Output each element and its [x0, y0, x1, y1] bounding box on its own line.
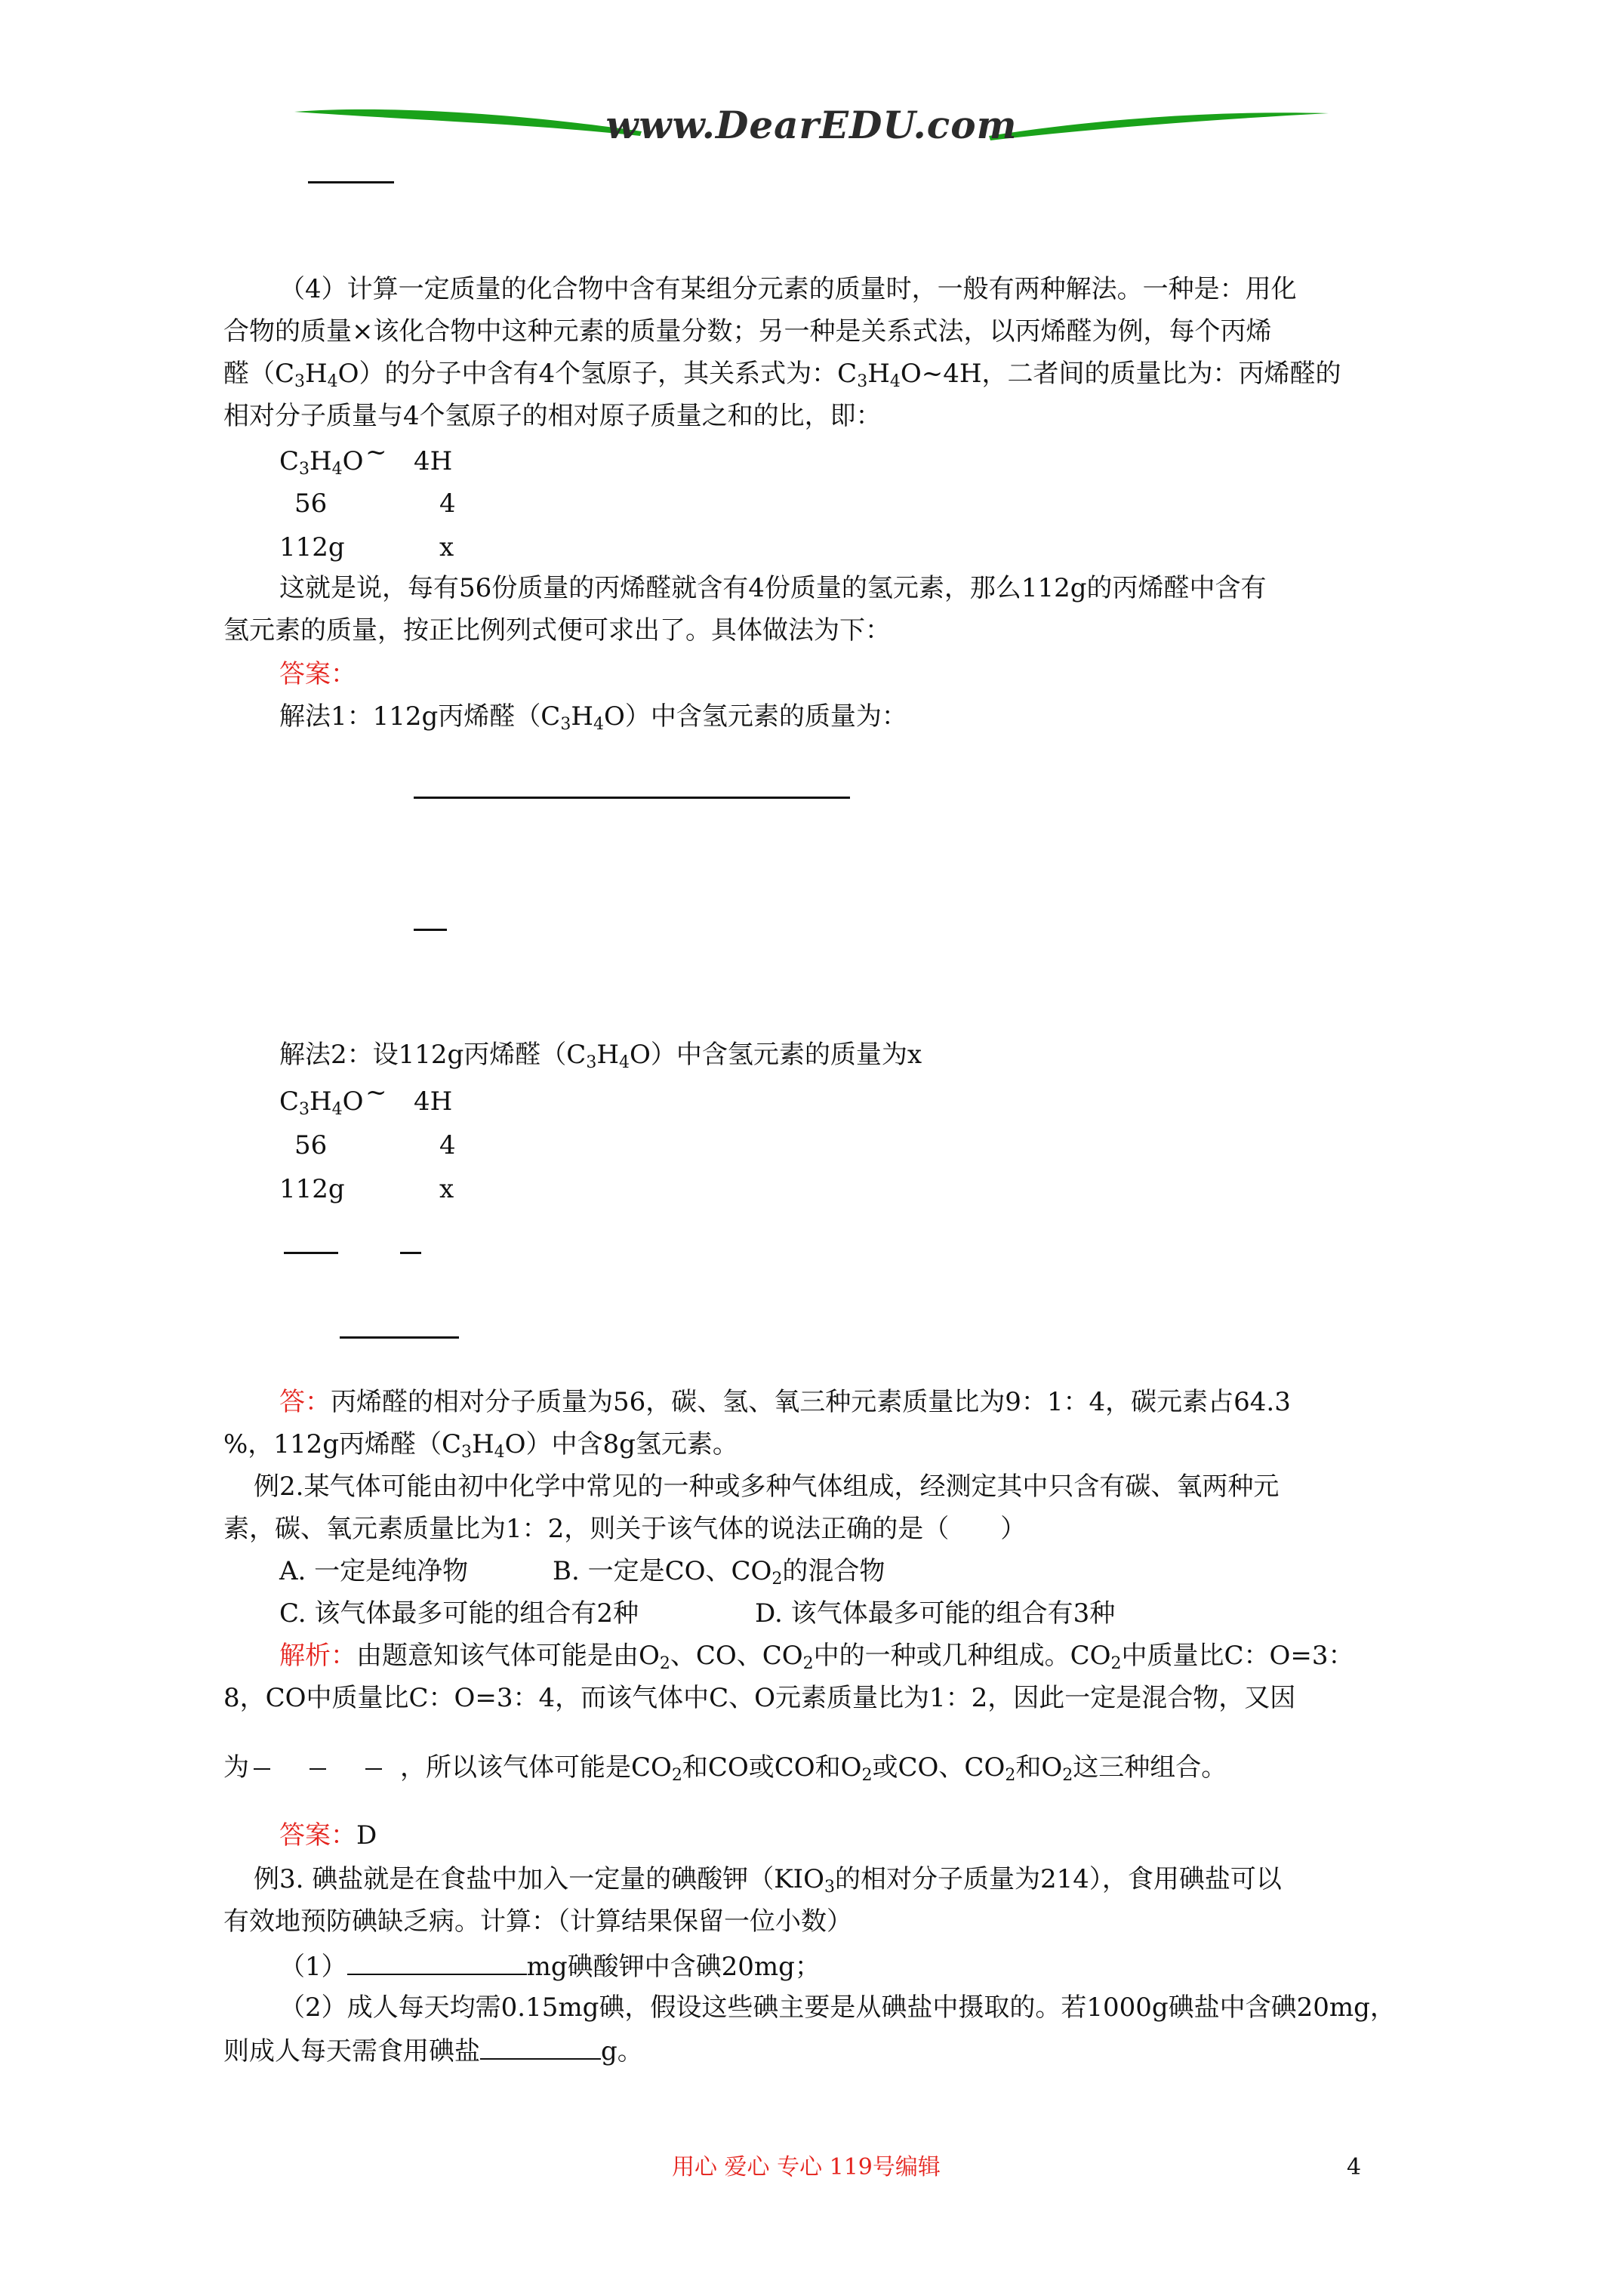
example-2-answer-label: 答案： [279, 1820, 356, 1851]
answer-blank-2[interactable] [480, 2037, 601, 2060]
header-rule [308, 181, 394, 183]
final-answer-line-2: %，112g丙烯醛$(C_3H_4O)$中含8g氢元素。 [223, 1429, 738, 1462]
answer-label: 答案： [279, 659, 356, 689]
example-3-question-1: （1） mg碘酸钾中含碘20mg； [279, 1952, 821, 1982]
solution-1: 解法1：112g丙烯醛$(C_3H_4O)$中含氢元素的质量为： [279, 701, 907, 734]
relation1-left: $C_3H_4O$ [279, 446, 364, 479]
analysis-line-3-start: 为 [223, 1752, 249, 1783]
example-3-question-2-line-1: （2）成人每天均需0.15mg碘，假设这些碘主要是从碘盐中摄取的。若1000g碘盐中含碘20mg， [279, 1992, 1396, 2023]
example-2-answer: 答案：D [279, 1820, 377, 1851]
answer-blank-1[interactable] [347, 1952, 527, 1975]
example-2-option-c: C. 该气体最多可能的组合有2种 [279, 1598, 639, 1629]
example-3-line-1: 例3. 碘盐就是在食盐中加入一定量的碘酸钾（$KIO_3$的相对分子质量为214），食用碘盐可以 [254, 1864, 1282, 1897]
fraction-bar-3 [365, 1768, 382, 1770]
analysis-line-2: 8，CO中质量比C：O=3：4，而该气体中C、O元素质量比为1：2，因此一定是混合物，又因 [223, 1683, 1296, 1713]
para-4-line-3: 醛$(C_3H_4O)$的分子中含有4个氢原子，其关系式为：$C_3H_4O\sim 4H$，二者间的质量比为：丙烯醛的 [223, 359, 1341, 391]
example-3-question-2-line-2: 则成人每天需食用碘盐 g。 [223, 2036, 643, 2066]
fraction-bar-1 [254, 1768, 270, 1770]
footer-text: 用心 爱心 专心 119号编辑 [672, 2154, 941, 2180]
para-4-line-2: 合物的质量×该化合物中这种元素的质量分数；另一种是关系式法，以丙烯醛为例，每个丙烯 [223, 316, 1272, 347]
fraction-bar-2 [310, 1768, 326, 1770]
site-title[interactable]: www.DearEDU.com [605, 103, 1018, 147]
explanation-line-2: 氢元素的质量，按正比例列式便可求出了。具体做法为下： [223, 615, 891, 646]
analysis-line-3: ，所以该气体可能是$CO_2$和CO或CO和$O_2$或CO、$CO_2$和$O_2$这三种组合。 [400, 1752, 1227, 1785]
relation1-row3-left: 112g [279, 532, 345, 562]
site-banner [287, 97, 1336, 149]
relation2-tilde: ~ [365, 1077, 387, 1108]
example-2-option-d: D. 该气体最多可能的组合有3种 [755, 1598, 1116, 1629]
solution-1-fraction-bar [414, 797, 850, 799]
relation2-left: $C_3H_4O$ [279, 1086, 364, 1119]
proportion-bar-left [284, 1252, 338, 1254]
relation1-row2-right: 4 [439, 488, 456, 519]
para-4-line-1: （4）计算一定质量的化合物中含有某组分元素的质量时，一般有两种解法。一种是：用化 [279, 274, 1297, 304]
relation2-row2-left: 56 [294, 1130, 328, 1160]
proportion-result-bar [340, 1336, 459, 1339]
relation1-row3-right: x [439, 532, 454, 562]
final-answer-label: 答： [279, 1387, 331, 1417]
relation2-row3-left: 112g [279, 1174, 345, 1204]
para-4-line-4: 相对分子质量与4个氢原子的相对原子质量之和的比，即： [223, 401, 882, 431]
solution-1-result-bar [414, 929, 447, 931]
final-answer-line-1: 答：丙烯醛的相对分子质量为56，碳、氢、氧三种元素质量比为9：1：4，碳元素占64.3 [279, 1387, 1291, 1417]
relation1-right: 4H [414, 446, 453, 476]
relation2-row3-right: x [439, 1174, 454, 1204]
analysis-line-1: 解析：由题意知该气体可能是由$O_2$、CO、$CO_2$中的一种或几种组成。$CO_2$中质量比C：O=3： [279, 1641, 1354, 1673]
proportion-bar-right [400, 1252, 421, 1254]
analysis-label: 解析： [279, 1641, 356, 1671]
example-2-option-b: B. 一定是CO、$CO_2$的混合物 [553, 1556, 885, 1589]
example-3-line-2: 有效地预防碘缺乏病。计算：（计算结果保留一位小数） [223, 1906, 852, 1937]
example-2-line-1: 例2.某气体可能由初中化学中常见的一种或多种气体组成，经测定其中只含有碳、氧两种元 [254, 1472, 1280, 1502]
example-2-line-2: 素，碳、氧元素质量比为1：2，则关于该气体的说法正确的是（ ） [223, 1514, 1027, 1544]
relation1-tilde: ~ [365, 437, 387, 467]
explanation-line-1: 这就是说，每有56份质量的丙烯醛就含有4份质量的氢元素，那么112g的丙烯醛中含有 [279, 573, 1267, 603]
relation1-row2-left: 56 [294, 488, 328, 519]
page-number: 4 [1347, 2154, 1362, 2180]
relation2-row2-right: 4 [439, 1130, 456, 1160]
relation2-right: 4H [414, 1086, 453, 1117]
solution-2: 解法2：设112g丙烯醛$(C_3H_4O)$中含氢元素的质量为x [279, 1040, 922, 1072]
example-2-option-a: A. 一定是纯净物 [279, 1556, 469, 1586]
